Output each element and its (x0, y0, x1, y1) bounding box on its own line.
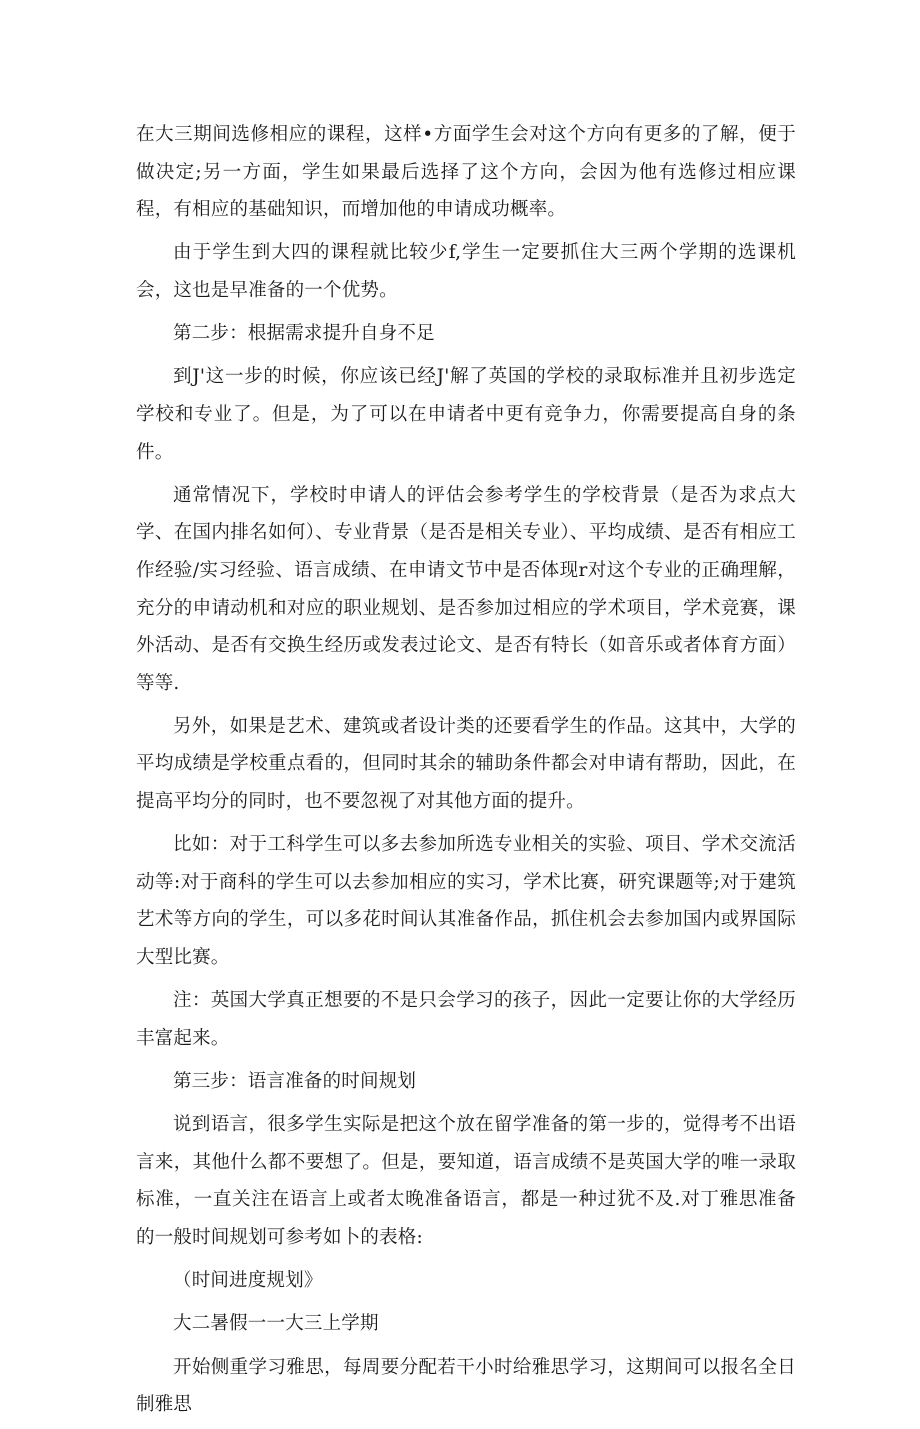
heading-step-two: 第二步：根据需求提升自身不足 (173, 323, 435, 345)
heading-step-three: 第三步：语言准备的时间规划 (173, 1071, 417, 1092)
paragraph-language-planning: 说到语言，很多学生实际是把这个放在留学准备的第一步的，觉得考不出语言来，其他什么都不要想了。但是，要知道，语言成绩不是英国大学的唯一录取标准，一直关注在语言上或者太晚准备语言，都是一种过犹不及.对丁雅思准备的一般时间规划可参考如卜的表格: (136, 1114, 796, 1248)
paragraph-junior-year-opportunity: 由于学生到大四的课程就比较少f,学生一定要抓住大三两个学期的选课机会，这也是早准备的一个优势。 (136, 242, 796, 301)
paragraph-ielts-start: 开始侧重学习雅思，每周要分配若干小时给雅思学习，这期间可以报名全日制雅思 (136, 1356, 796, 1416)
paragraph-evaluation-criteria: 通常情况下，学校时申请人的评估会参考学生的学校背景（是否为求点大学、在国内排名如何）、专业背景（是否是相关专业）、平均成绩、是否有相应工作经验/实习经验、语言成绩、在申请文节中是否体现r对这个专业的正确理解，充分的申请动机和对应的职业规划、是否参加过相应的学术项目，学术竞赛，课外活动、是否有交换生经历或发表过论文、是否有特长（如音乐或者体育方面）等等. (136, 484, 796, 694)
table-caption: （时间进度规划》 (173, 1270, 323, 1292)
paragraph-elective-courses: 在大三期间选修相应的课程，这样•方面学生会对这个方向有更多的了解，便于做决定;另一方面，学生如果最后选择了这个方向，会因为他有选修过相应课程，有相应的基础知识，而增加他的申请成功概率。 (136, 124, 796, 221)
document-body (136, 116, 796, 1429)
paragraph-examples: 比如：对于工科学生可以多去参加所选专业相关的实验、项目、学术交流活动等:对于商科的学生可以去参加相应的实习，学术比赛，研究课题等;对于建筑艺术等方向的学生，可以多花时间认其准备作品，抓住机会去参加国内或界国际大型比赛。 (136, 834, 796, 969)
period-heading: 大二暑假一一大三上学期 (173, 1313, 379, 1335)
paragraph-note: 注：英国大学真正想要的不是只会学习的孩子，因此一定要让你的大学经历丰富起来。 (136, 990, 796, 1049)
paragraph-step-two-intro: 到J'这一步的时候，你应该已经J'解了英国的学校的录取标准并且初步选定学校和专业了。但是，为了可以在申请者中更有竞争力，你需要提高自身的条件。 (136, 366, 796, 463)
paragraph-art-design-portfolio: 另外，如果是艺术、建筑或者设计类的还要看学生的作品。这其中，大学的平均成绩是学校重点看的，但同时其余的辅助条件都会对申请有帮助，因此，在提高平均分的同时，也不要忽视了对其他方面的提升。 (136, 715, 796, 813)
